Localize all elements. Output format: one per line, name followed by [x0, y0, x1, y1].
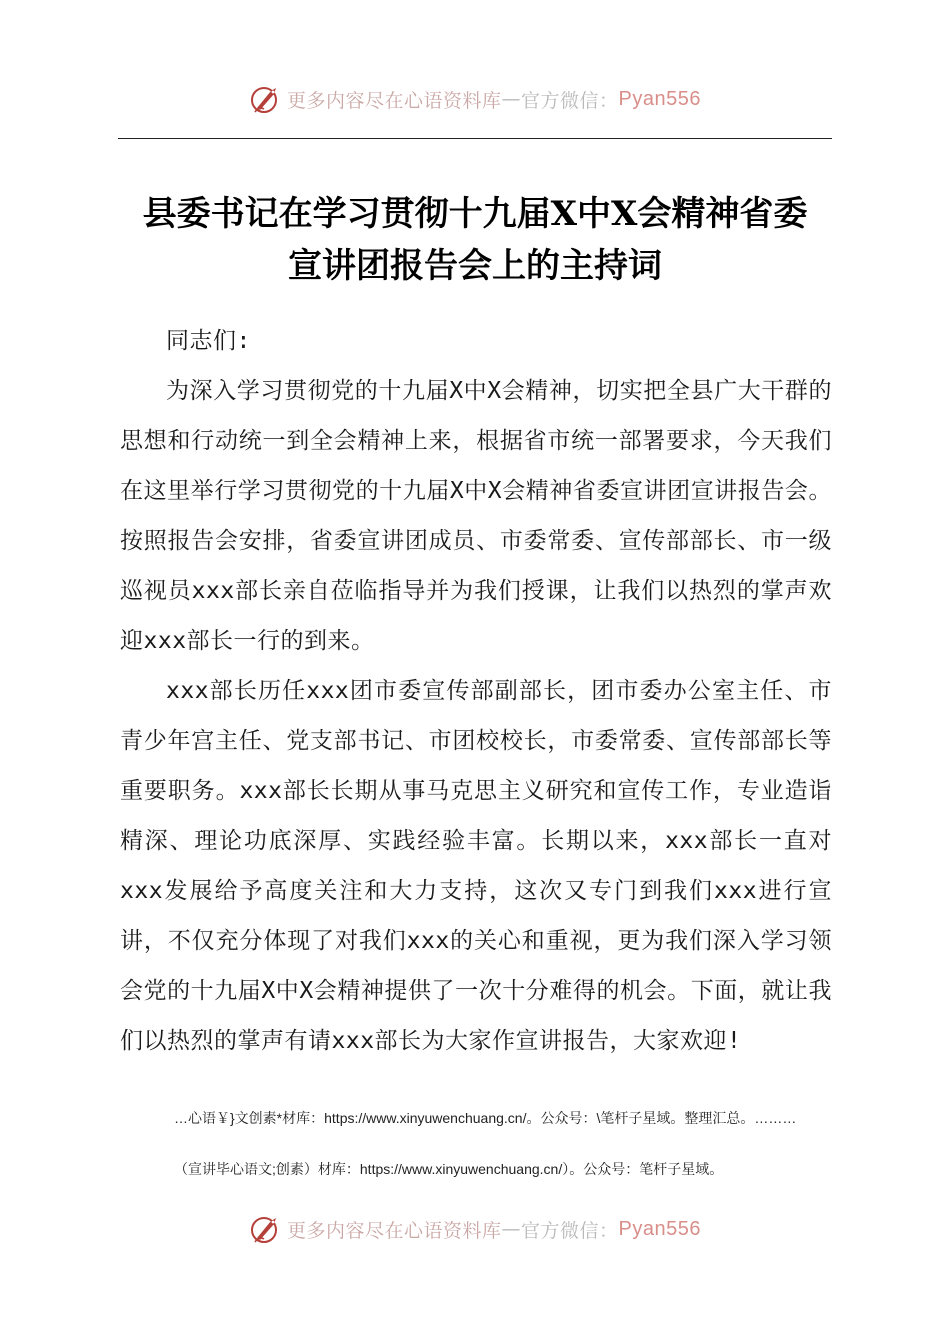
document-title-line-1: 县委书记在学习贯彻十九届X中X会精神省委 [142, 194, 808, 234]
footer-banner-wechat-label: 官方微信： [521, 1219, 619, 1242]
source-note-1: …心语￥}文创素*材库：https://www.xinyuwenchuang.cn/。公众号：\笔杆子星域。整理汇总。……… [174, 1110, 797, 1126]
document-title-line-2: 宣讲团报告会上的主持词 [288, 246, 662, 286]
document-title [110, 188, 840, 292]
footer-banner-separator: — [501, 1218, 522, 1240]
header-banner-text: 更多内容尽在心语资料库 [287, 89, 502, 112]
salutation: 同志们: [166, 328, 251, 354]
header-banner [0, 82, 950, 116]
header-banner-separator: — [501, 88, 522, 110]
header-banner-wechat-label: 官方微信： [521, 89, 619, 112]
document-body [120, 316, 832, 1066]
header-divider [118, 138, 832, 139]
header-banner-wechat-id: Pyan556 [618, 87, 701, 110]
pen-nib-logo-icon [249, 82, 283, 116]
pen-nib-logo-icon [249, 1212, 283, 1246]
footer-banner-wechat-id: Pyan556 [618, 1217, 701, 1240]
header-banner-inner [249, 82, 701, 116]
footer-banner-text: 更多内容尽在心语资料库 [287, 1219, 502, 1242]
source-note-2: （宣讲毕心语文;创素）材库：https://www.xinyuwenchuang.cn/）。公众号：笔杆子星域。 [174, 1161, 724, 1177]
footer-banner-inner [249, 1212, 701, 1246]
body-paragraph-2: xxx部长历任xxx团市委宣传部副部长，团市委办公室主任、市青少年宫主任、党支部书记、市团校校长，市委常委、宣传部部长等重要职务。xxx部长长期从事马克思主义研究和宣传工作，专业造诣精深、理论功底深厚、实践经验丰富。长期以来，xxx部长一直对xxx发展给予高度关注和大力支持，这次又专门到我们xxx进行宣讲，不仅充分体现了对我们xxx的关心和重视，更为我们深入学习领会党的十九届X中X会精神提供了一次十分难得的机会。下面，就让我们以热烈的掌声有请xxx部长为大家作宣讲报告，大家欢迎! [120, 678, 832, 1054]
footer-banner [0, 1212, 950, 1246]
body-paragraph-1: 为深入学习贯彻党的十九届X中X会精神，切实把全县广大干群的思想和行动统一到全会精神上来，根据省市统一部署要求，今天我们在这里举行学习贯彻党的十九届X中X会精神省委宣讲团宣讲报告会。按照报告会安排，省委宣讲团成员、市委常委、宣传部部长、市一级巡视员xxx部长亲自莅临指导并为我们授课，让我们以热烈的掌声欢迎xxx部长一行的到来。 [120, 378, 832, 654]
